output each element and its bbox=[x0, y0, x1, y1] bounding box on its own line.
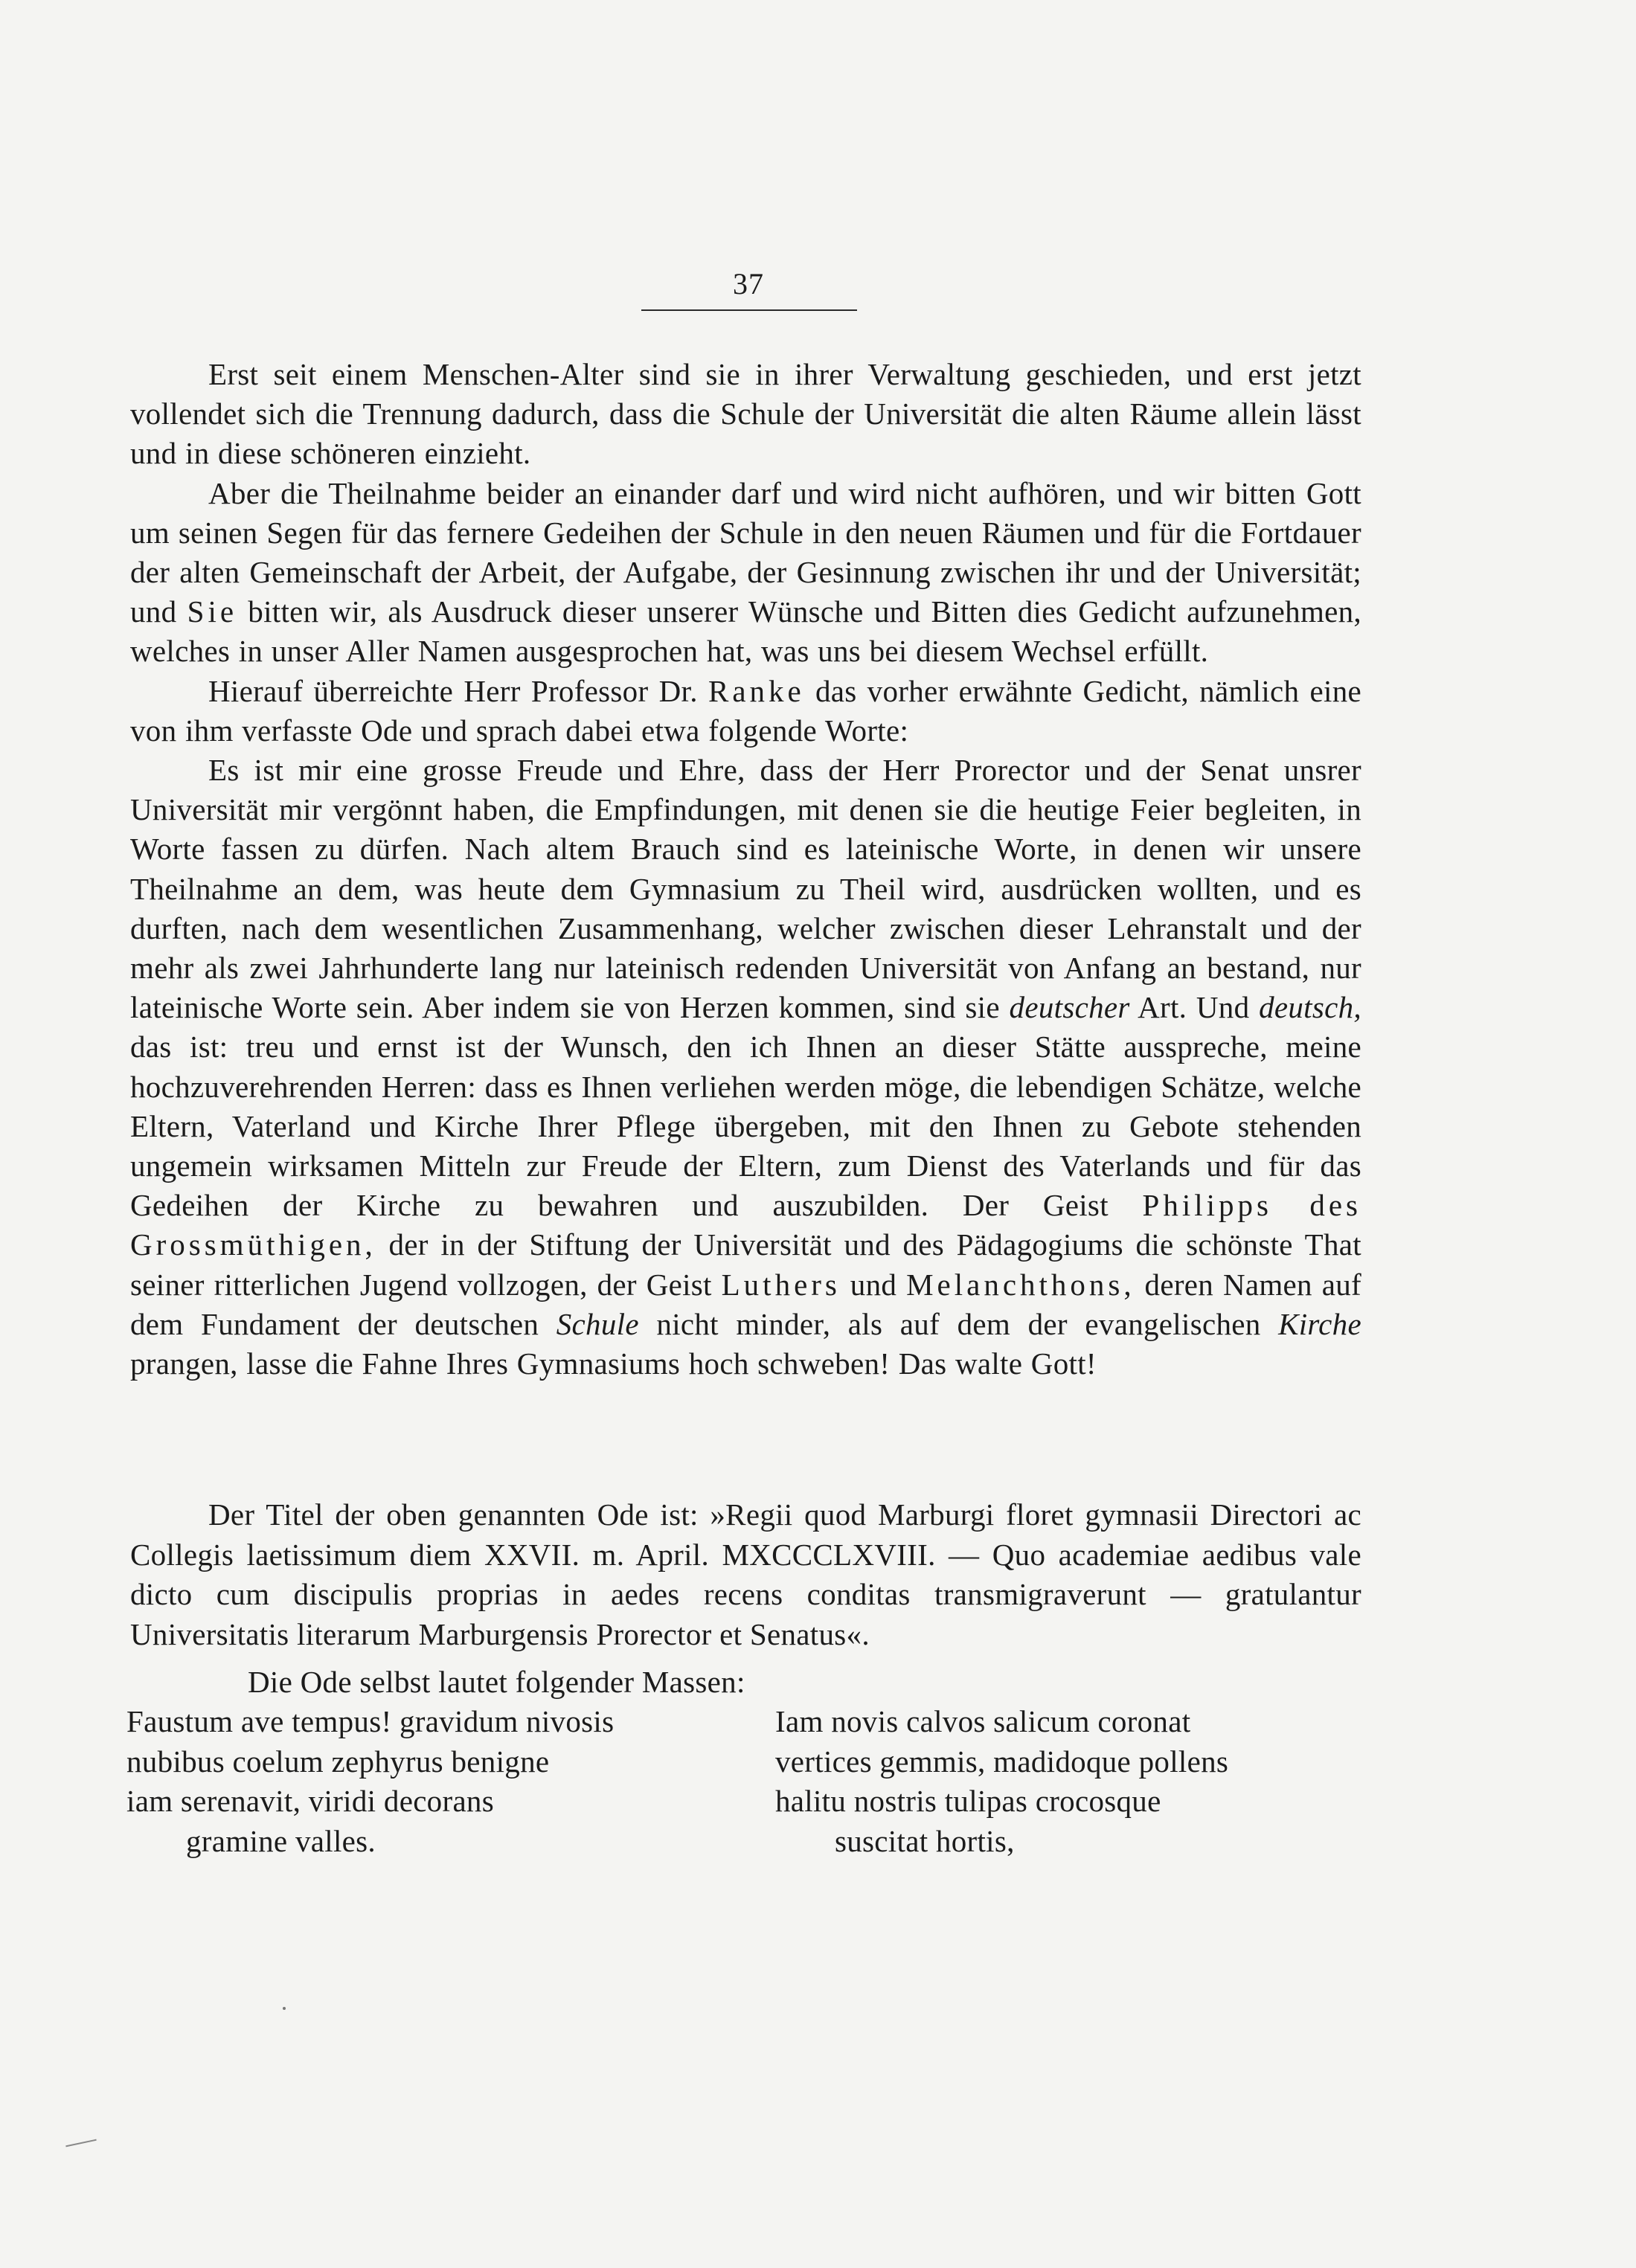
italic-schule: Schule bbox=[556, 1306, 639, 1341]
paragraph-2 bbox=[130, 474, 1361, 672]
verse-line-adonic: gramine valles. bbox=[186, 1823, 376, 1858]
verse-line-adonic: suscitat hortis, bbox=[835, 1823, 1015, 1858]
verse-line: iam serenavit, viridi decorans bbox=[126, 1784, 494, 1818]
paragraph-4-text-d: der in der Stiftung der Universität und des Pädagogiums die schönste That seiner ritterlichen Jugend vollzogen, der Geist bbox=[130, 1227, 1361, 1302]
paragraph-1: Erst seit einem Menschen-Alter sind sie in ihrer Verwaltung geschieden, und erst jetzt vollendet sich die Trennung dadurch, dass die Schule der Universität die alten Räume allein lässt und in diese schöneren einzieht. bbox=[130, 357, 1361, 471]
paragraph-3 bbox=[130, 672, 1361, 751]
paragraph-4-text-e: deren Namen auf dem Fundament der deutschen bbox=[130, 1267, 1361, 1341]
page-number: 37 bbox=[733, 267, 764, 301]
paragraph-4 bbox=[130, 751, 1361, 1384]
paragraph-3-text-b: das vorher erwähnte Gedicht, nämlich eine von ihm verfasste Ode und sprach dabei etwa folgende Worte: bbox=[130, 673, 1361, 748]
ode-title-note bbox=[130, 1495, 1361, 1654]
italic-kirche: Kirche bbox=[1278, 1306, 1361, 1341]
verse-line: Faustum ave tempus! gravidum nivosis bbox=[126, 1704, 615, 1738]
paragraph-4-text-g: prangen, lasse die Fahne Ihres Gymnasiums hoch schweben! Das walte Gott! bbox=[130, 1346, 1097, 1381]
verse-line: nubibus coelum zephyrus benigne bbox=[126, 1744, 550, 1779]
paragraph-4-text-c: das ist: treu und ernst ist der Wunsch, den ich Ihnen an dieser Stätte ausspreche, meine hochzuverehrenden Herren: dass es Ihnen verliehen werden möge, die lebendigen Schätze, welche Eltern, Vaterland und Kirche Ihrer Pflege übergeben, mit den Ihnen zu Gebote stehenden ungemein wirksamen Mitteln zur Freude der Eltern, zum Dienst des Vaterlands und für das Gedeihen der Kirche zu bewahren und auszubilden. Der Geist bbox=[130, 1029, 1361, 1223]
scan-mark bbox=[65, 2139, 96, 2147]
name-ranke: Ranke bbox=[708, 673, 805, 708]
italic-deutsch: deutsch, bbox=[1259, 990, 1361, 1025]
paragraph-4-text-a: Es ist mir eine grosse Freude und Ehre, dass der Herr Prorector und der Senat unsrer Universität mir vergönnt haben, die Empfindungen, mit denen sie die heutige Feier begleiten, in Worte fassen zu dürfen. Nach altem Brauch sind es lateinische Worte, in denen wir unsere Theilnahme an dem, was heute dem Gymnasium zu Theil wird, ausdrücken wollten, und es durften, nach dem wesentlichen Zusammenhang, welcher zwischen dieser Lehranstalt und der mehr als zwei Jahrhunderte lang nur lateinisch redenden Universität von Anfang an bestand, nur lateinische Worte sein. Aber indem sie von Herzen kommen, sind sie bbox=[130, 753, 1361, 1025]
italic-deutscher: deutscher bbox=[1009, 990, 1130, 1025]
paragraph-2-text-a: Aber die Theilnahme beider an einander darf und wird nicht aufhören, und wir bitten Gott um seinen Segen für das fernere Gedeihen der Schule in den neuen Räumen und für die Fortdauer der alten Gemeinschaft der Arbeit, der Aufgabe, der Gesinnung zwischen ihr und der Universität; und bbox=[130, 475, 1361, 629]
header-rule bbox=[641, 309, 857, 311]
verse-line: halitu nostris tulipas crocosque bbox=[775, 1784, 1161, 1818]
emphasis-sie: Sie bbox=[187, 594, 238, 629]
name-luthers: Luthers bbox=[721, 1267, 841, 1302]
ode-title-paragraph: Der Titel der oben genannten Ode ist: »Regii quod Marburgi floret gymnasii Directori ac Collegis laetissimum diem XXVII. m. April. MXCCCLXVIII. — Quo academiae aedibus vale dicto cum discipulis proprias in aedes recens conditas transmigraverunt — gratulantur Universitatis literarum Marburgensis Prorector et Senatus«. bbox=[130, 1497, 1361, 1651]
ode-stanza-right bbox=[775, 1702, 1228, 1861]
name-melanchthons: Melanchthons, bbox=[906, 1267, 1135, 1302]
ode-intro: Die Ode selbst lautet folgender Massen: bbox=[248, 1665, 745, 1699]
paragraph-3-text-a: Hierauf überreichte Herr Professor Dr. bbox=[208, 673, 698, 708]
paragraph-4-text-b: Art. Und bbox=[1138, 990, 1250, 1025]
name-philipps: Philipps des Grossmüthigen, bbox=[130, 1188, 1361, 1262]
verse-line: Iam novis calvos salicum coronat bbox=[775, 1704, 1191, 1738]
scan-speck bbox=[283, 2007, 286, 2010]
paragraph-2-text-b: bitten wir, als Ausdruck dieser unserer Wünsche und Bitten dies Gedicht aufzunehmen, welches in unser Aller Namen ausgesprochen hat, was uns bei diesem Wechsel erfüllt. bbox=[130, 594, 1361, 669]
verse-line: vertices gemmis, madidoque pollens bbox=[775, 1744, 1229, 1779]
paragraph-4-text-f: nicht minder, als auf dem der evangelischen bbox=[656, 1306, 1261, 1341]
ode-stanza-left bbox=[126, 1702, 614, 1861]
paragraph-4-und: und bbox=[850, 1267, 897, 1302]
main-text bbox=[130, 355, 1361, 1384]
